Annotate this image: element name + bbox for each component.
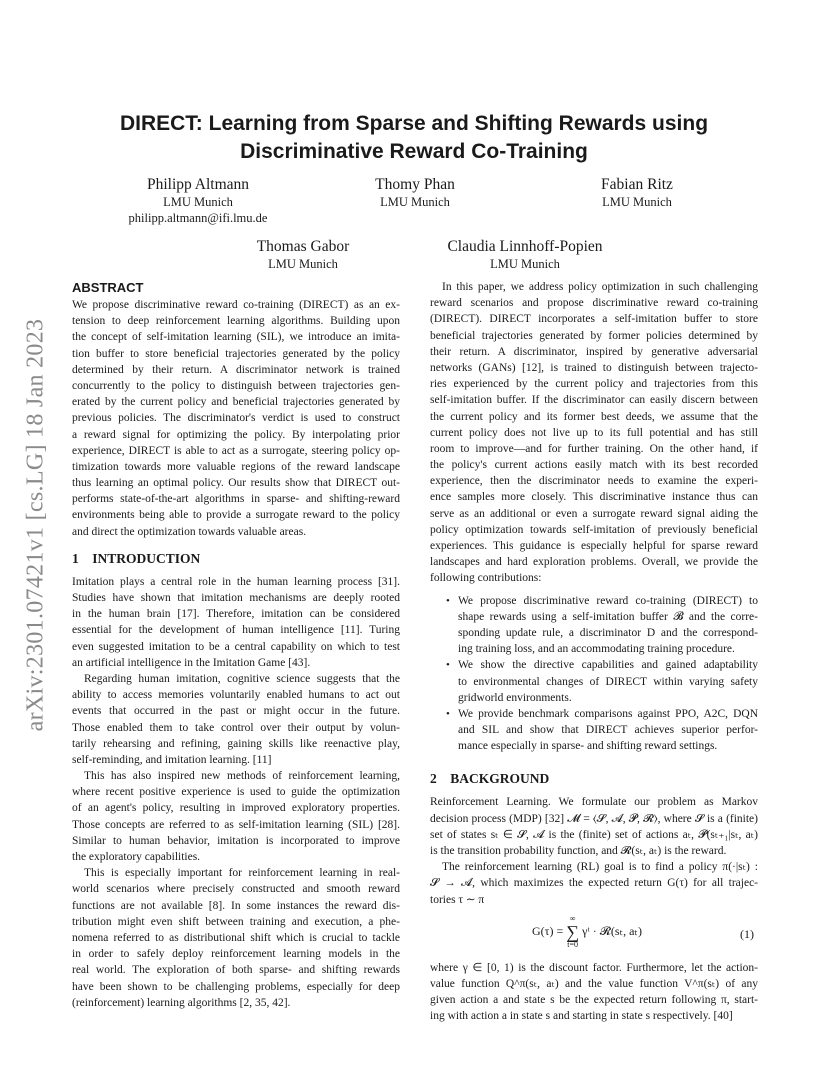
text-line: given action a and state s be the expected return following π, start- [430, 994, 758, 1007]
text-line: value function Q^π(sₜ, aₜ) and the value function V^π(sₜ) of any [430, 977, 758, 990]
text-line: tribution might even shift between training and execution, a phe- [72, 915, 400, 928]
text-line: the exploratory capabilities. [72, 851, 201, 863]
equation-body [532, 914, 642, 950]
text-line: timization towards more valuable regions of the reward landscape [72, 460, 400, 473]
text-line: is the transition probability function, and 𝓡(sₜ, aₜ) is the reward. [430, 845, 727, 857]
section-title: INTRODUCTION [92, 550, 201, 566]
summation [566, 914, 579, 950]
text-line: experience, then the discriminator needs to examine the experi- [430, 475, 758, 488]
text-line: their return. A discriminator, inspired by generative adversarial [430, 345, 758, 358]
paper-title [80, 110, 748, 166]
text-line: current policy does not live up to its full potential and has still [430, 426, 758, 439]
text-line: serve as an additional or even a surrogate reward signal aiding the [430, 507, 758, 520]
author-affiliation: LMU Munich [380, 195, 450, 209]
text-line: We propose discriminative reward co-training (DIRECT) as an ex- [72, 299, 400, 311]
text-line: beneficial trajectories generated by former policies determined by [430, 329, 758, 342]
paragraph [72, 671, 400, 768]
paragraph [72, 574, 400, 671]
equation-1 [430, 914, 758, 954]
text-line: self-imitation buffer. If the discriminator can easily discern between [430, 394, 758, 407]
author-block [108, 175, 288, 226]
text-line: Similar to human behavior, imitation is incorporated to improve [72, 834, 400, 847]
equation-lhs: G(τ) = [532, 923, 564, 938]
title-line-1: DIRECT: Learning from Sparse and Shifting Rewards using [119, 112, 709, 135]
text-line: ing with action a in state s and starting in state s respectively. [40] [430, 1010, 733, 1023]
text-line: Those enabled them to take control over their output by volun- [72, 721, 400, 734]
text-line: experience, DIRECT is able to act as a surrogate, steering policy op- [72, 444, 400, 457]
text-line: sponding update rule, a discriminator D and the correspond- [458, 626, 758, 639]
author-name: Philipp Altmann [146, 176, 250, 193]
text-line: determined by their return. A discriminator network is trained [72, 363, 400, 376]
text-line: ability to access memories voluntarily enabled humans to act out [72, 689, 400, 702]
paragraph [72, 865, 400, 1011]
text-line: set of states sₜ ∈ 𝓢, 𝓐 is the (finite) set of actions aₜ, 𝓟(sₜ₊₁|sₜ, aₜ) [430, 828, 758, 841]
author-name: Thomy Phan [375, 176, 455, 193]
text-line: The reinforcement learning (RL) goal is to find a policy π(·|sₜ) : [442, 861, 758, 874]
section-number: 2 [430, 771, 437, 787]
text-line: even suggested imitation to be a central capability on which to test [72, 640, 400, 653]
arxiv-identifier: arXiv:2301.07421v1 [cs.LG] 18 Jan 2023 [22, 318, 49, 732]
text-line: networks (GANs) [12], is trained to distinguish between trajecto- [430, 361, 758, 374]
text-line: thus learning an optimal policy. Our results show that DIRECT out- [72, 477, 400, 490]
list-item [430, 706, 758, 755]
text-line: where γ ∈ [0, 1) is the discount factor. Furthermore, let the action- [430, 961, 758, 974]
arxiv-sidebar [14, 290, 58, 760]
text-line: experiences. This guidance is especially helpful for sparse reward [430, 540, 758, 552]
title-line-2: Discriminative Reward Co-Training [240, 140, 588, 163]
section-title: BACKGROUND [450, 771, 550, 787]
text-line: tories τ ∼ π [430, 893, 485, 906]
right-column [430, 279, 758, 1025]
author-affiliation: LMU Munich [163, 195, 233, 209]
text-line: of an agent's policy, resulting in improved exploratory properties. [72, 802, 400, 815]
text-line: Those concepts are referred to as self-imitation learning (SIL) [28]. [72, 818, 400, 831]
text-line: This has also inspired new methods of reinforcement learning, [84, 770, 400, 783]
text-line: landscapes and hard exploration problems. Overall, we provide the [430, 556, 758, 569]
text-line: performs state-of-the-art algorithms in sparse- and shifting-reward [72, 493, 400, 506]
bullet-icon: • [446, 707, 450, 720]
equation-rhs: γᵗ · 𝓡(sₜ, aₜ) [582, 923, 642, 938]
text-line: real world. The exploration of both sparse- and shifting rewards [72, 964, 400, 977]
text-line: We provide benchmark comparisons against PPO, A2C, DQN [458, 707, 758, 720]
text-line: ence samples more closely. This discriminative instance thus can [430, 491, 758, 504]
paragraph [430, 794, 758, 859]
text-line: the current policy and its former best deeds, we assume that the [430, 410, 758, 423]
text-line: erated by the current policy and beneficial trajectories generated by [72, 396, 400, 409]
section-number: 1 [72, 550, 79, 566]
paragraph [430, 279, 758, 587]
text-line: world scenarios where precisely constructed and smooth reward [72, 883, 400, 896]
text-line: in order to safely deploy reinforcement learning models in the [72, 948, 400, 961]
text-line: following contributions: [430, 572, 542, 585]
author-name: Thomas Gabor [256, 238, 350, 255]
text-line: and SIL and show that DIRECT achieves superior perfor- [458, 724, 758, 737]
text-line: functions are not available [8]. In some instances the reward dis- [72, 899, 400, 912]
text-line: environments being able to provide a surrogate reward to the policy [72, 509, 400, 522]
section-heading-introduction [72, 550, 400, 568]
text-line: the policy's current actions easily match with its best recorded [430, 459, 758, 472]
abstract-heading: ABSTRACT [72, 280, 144, 295]
text-line: tion buffer to store beneficial trajectories generated by the policy [72, 347, 400, 360]
text-line: tarily rehearsing and refining, gaining skills like reenactive play, [72, 737, 400, 750]
text-line: essential for the development of human intelligence [11]. Turing [72, 624, 400, 637]
text-line: gridworld environments. [458, 691, 572, 704]
text-line: previous policies. The discriminator's verdict is used to construct [72, 412, 400, 425]
text-line: a reward signal for optimizing the policy. By interpolating prior [72, 428, 400, 441]
author-affiliation: LMU Munich [602, 195, 672, 209]
text-line: ing training loss, and an accommodating training procedure. [458, 643, 735, 656]
bullet-icon: • [446, 594, 450, 607]
text-line: decision process (MDP) [32] 𝓜 = ⟨𝓢, 𝓐, 𝓟, 𝓡⟩, where 𝓢 is a (finite) [430, 812, 758, 825]
text-line: This is especially important for reinforcement learning in real- [84, 867, 400, 880]
text-line: self-reminding, and imitation learning. [11] [72, 753, 272, 766]
contribution-list [430, 593, 758, 755]
text-line: events that occurred in the past or might occur in the future. [72, 705, 400, 718]
text-line: to environmental changes of DIRECT within varying safety [458, 675, 758, 688]
text-line: have been shown to be challenging problems, especially for deep [72, 980, 400, 993]
text-line: policy optimization towards self-imitation of previously beneficial [430, 523, 758, 536]
author-name: Fabian Ritz [601, 176, 673, 193]
text-line: the concept of self-imitation learning (SIL), we introduce an imita- [72, 331, 400, 344]
author-block [345, 175, 485, 210]
text-line: We propose discriminative reward co-training (DIRECT) to [458, 594, 758, 607]
text-line: (DIRECT). DIRECT incorporates a self-imitation buffer to store [430, 313, 758, 326]
text-line: We show the directive capabilities and gained adaptability [458, 659, 758, 672]
text-line: nomena referred to as distributional shift which is crucial to tackle [72, 931, 400, 944]
sum-upper: ∞ [569, 913, 576, 923]
left-column [72, 279, 400, 1011]
text-line: room to improve—and for further training. On the other hand, if [430, 442, 758, 455]
list-item [430, 593, 758, 658]
text-line: Studies have shown that imitation mechanisms are deeply rooted [72, 592, 400, 604]
abstract-body [72, 297, 400, 540]
text-line: 𝓢 → 𝓐, which maximizes the expected return G(τ) for all trajec- [430, 877, 758, 890]
text-line: (reinforcement) learning algorithms [2, 35, 42]. [72, 996, 291, 1009]
sum-sign: ∑ [566, 921, 580, 942]
sum-lower: t=0 [567, 939, 579, 949]
text-line: concurrently to the policy to distinguish between trajectories gen- [72, 379, 400, 392]
bullet-icon: • [446, 659, 450, 672]
text-line: Regarding human imitation, cognitive science suggests that the [84, 672, 400, 685]
text-line: and direct the optimization towards valuable areas. [72, 525, 307, 538]
author-name: Claudia Linnhoff-Popien [447, 238, 603, 255]
text-line: In this paper, we address policy optimization in such challenging [442, 281, 758, 293]
author-block [567, 175, 707, 210]
text-line: an artificial intelligence in the Imitation Game [43]. [72, 656, 311, 669]
text-line: where recent positive experience is used to guide the optimization [72, 786, 400, 799]
text-line: tension to deep reinforcement learning algorithms. Building upon [72, 315, 400, 328]
author-affiliation: LMU Munich [268, 257, 338, 271]
author-affiliation: LMU Munich [490, 257, 560, 271]
section-heading-background [430, 770, 758, 788]
text-line: Reinforcement Learning. We formulate our problem as Markov [430, 796, 758, 809]
text-line: shape rewards using a self-imitation buffer 𝓑 and the corre- [458, 610, 758, 623]
text-line: reward scenarios and propose discriminative reward co-training [430, 297, 758, 310]
paragraph [430, 859, 758, 908]
author-block [233, 237, 373, 272]
text-line: mance especially in sparse- and shifting reward settings. [458, 740, 718, 753]
author-email: philipp.altmann@ifi.lmu.de [128, 211, 268, 225]
paragraph [72, 768, 400, 865]
paragraph [430, 960, 758, 1025]
text-line: in the human brain [17]. Therefore, imitation can be considered [72, 608, 400, 621]
text-line: ries experienced by the current policy and trajectories from this [430, 378, 758, 391]
list-item [430, 657, 758, 706]
author-block [430, 237, 620, 272]
text-line: Imitation plays a central role in the human learning process [31]. [72, 575, 400, 588]
equation-number: (1) [740, 926, 754, 941]
